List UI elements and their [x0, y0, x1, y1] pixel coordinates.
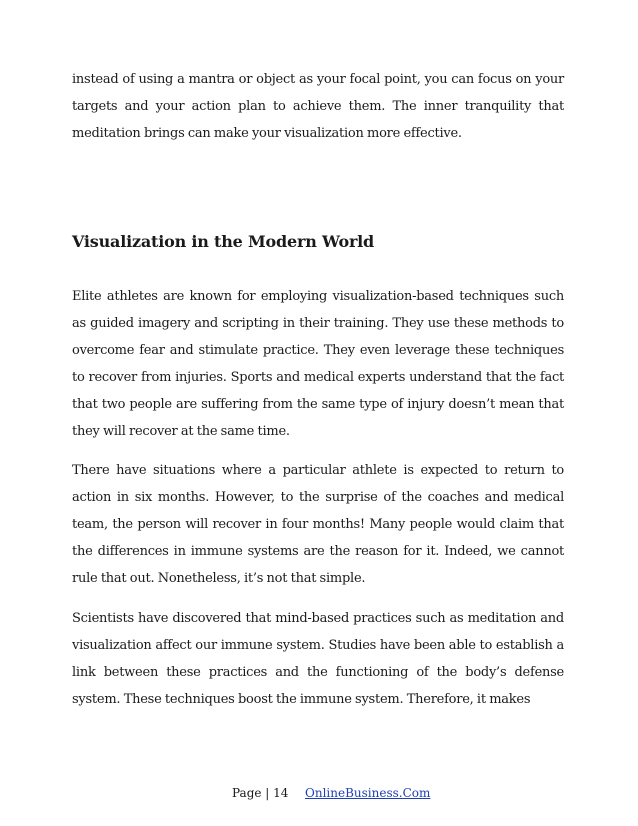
website-link[interactable]: OnlineBusiness.Com: [305, 786, 431, 800]
page-number: Page | 14: [232, 786, 289, 800]
paragraph-recovery-situations: There have situations where a particular athlete is expected to return to action in six months. However, to the surprise of the coaches and medical team, the person will recover in four months! Many people would claim that the differences in immune systems are the reason for it. Indeed, we cannot rule that out. Nonetheless, it’s not that simple.: [72, 463, 564, 586]
section-heading: Visualization in the Modern World: [72, 232, 375, 251]
paragraph-elite-athletes: Elite athletes are known for employing visualization-based techniques such as guided imagery and scripting in their training. They use these methods to overcome fear and stimulate practice. They even leverage these techniques to recover from injuries. Sports and medical experts understand that the fact that two people are suffering from the same type of injury doesn’t mean that they will recover at the same time.: [72, 289, 564, 439]
paragraph-scientists: Scientists have discovered that mind-based practices such as meditation and visualization affect our immune system. Studies have been able to establish a link between these practices and the functioning of the body’s defense system. These techniques boost the immune system. Therefore, it makes: [72, 611, 564, 707]
paragraph-intro-continuation: instead of using a mantra or object as your focal point, you can focus on your targets and your action plan to achieve them. The inner tranquility that meditation brings can make your visualization more effective.: [72, 72, 564, 141]
